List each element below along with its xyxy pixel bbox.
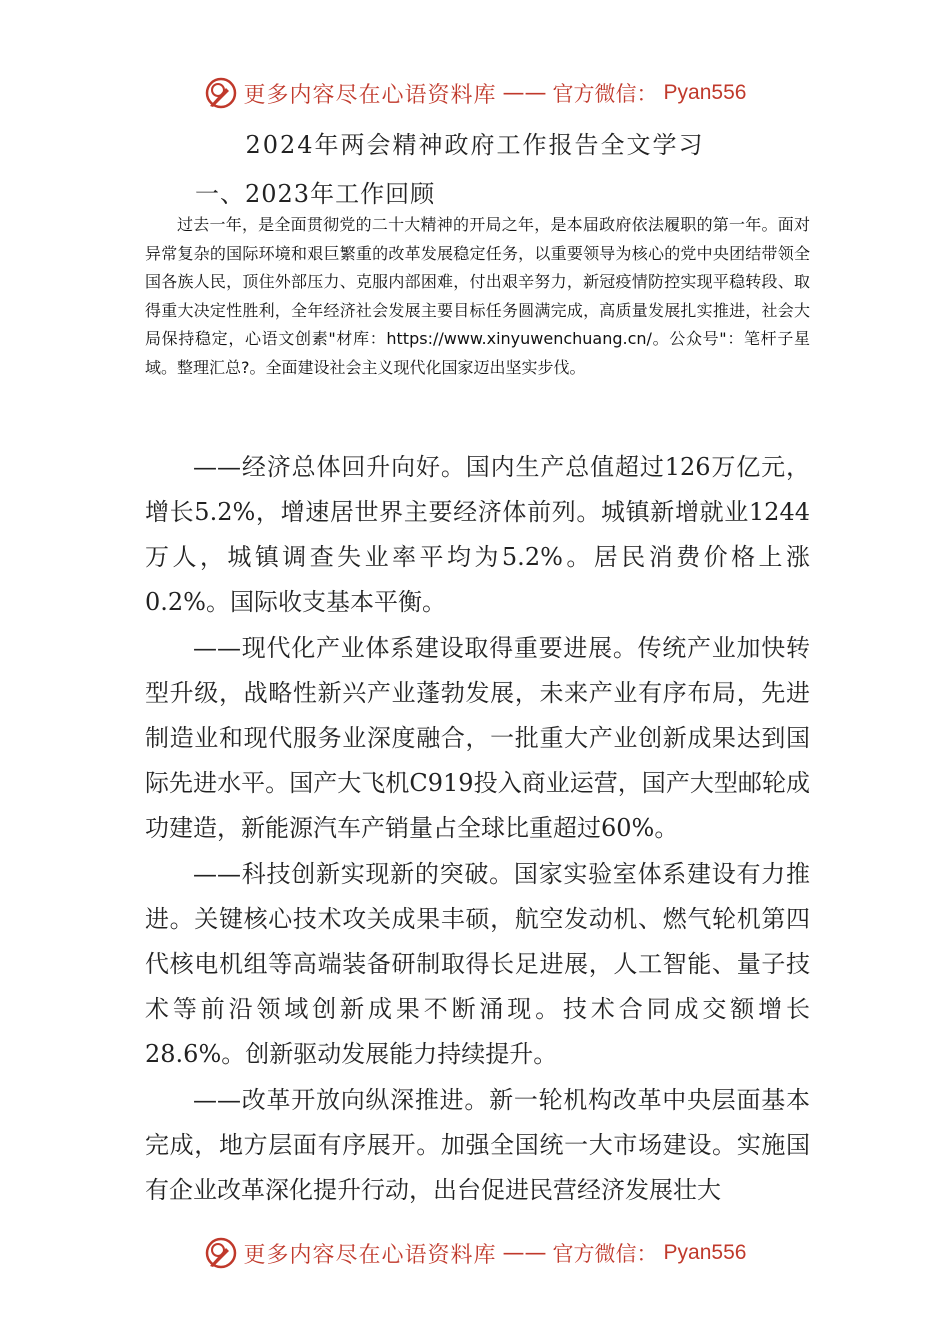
intro-paragraph [145, 211, 810, 383]
banner-separator: —— [502, 1240, 547, 1266]
section-heading: 一、2023年工作回顾 [195, 180, 436, 208]
banner-wechat-id: Pyan556 [663, 1241, 747, 1264]
document-title: 2024年两会精神政府工作报告全文学习 [245, 131, 705, 159]
body-text [145, 445, 810, 1214]
logo-icon [204, 1236, 238, 1270]
paragraph-industry: ——现代化产业体系建设取得重要进展。传统产业加快转型升级，战略性新兴产业蓬勃发展，未来产业有序布局，先进制造业和现代服务业深度融合，一批重大产业创新成果达到国际先进水平。国产大飞机C919投入商业运营，国产大型邮轮成功建造，新能源汽车产销量占全球比重超过60%。 [145, 634, 810, 842]
paragraph-reform: ——改革开放向纵深推进。新一轮机构改革中央层面基本完成，地方层面有序展开。加强全国统一大市场建设。实施国有企业改革深化提升行动，出台促进民营经济发展壮大 [145, 1086, 810, 1204]
paragraph-technology: ——科技创新实现新的突破。国家实验室体系建设有力推进。关键核心技术攻关成果丰硕，航空发动机、燃气轮机第四代核电机组等高端装备研制取得长足进展，人工智能、量子技术等前沿领域创新成果不断涌现。技术合同成交额增长28.6%。创新驱动发展能力持续提升。 [145, 860, 810, 1068]
banner-wechat-label: 官方微信： [552, 1242, 658, 1266]
banner-separator: —— [502, 80, 547, 106]
footer-banner [0, 1233, 950, 1273]
logo-icon [204, 76, 238, 110]
banner-title: 更多内容尽在心语资料库 [243, 82, 497, 108]
paragraph-economy: ——经济总体回升向好。国内生产总值超过126万亿元，增长5.2%，增速居世界主要经济体前列。城镇新增就业1244万人，城镇调查失业率平均为5.2%。居民消费价格上涨0.2%。国际收支基本平衡。 [145, 453, 810, 616]
banner-title: 更多内容尽在心语资料库 [243, 1242, 497, 1268]
intro-text: 过去一年，是全面贯彻党的二十大精神的开局之年，是本届政府依法履职的第一年。面对异常复杂的国际环境和艰巨繁重的改革发展稳定任务，以重要领导为核心的党中央团结带领全国各族人民，顶住外部压力、克服内部困难，付出艰辛努力，新冠疫情防控实现平稳转段、取得重大决定性胜利，全年经济社会发展主要目标任务圆满完成，高质量发展扎实推进，社会大局保持稳定，心语文创素"材库：https://www.xinyuwenchuang.cn/。公众号"：笔杆子星域。整理汇总?。全面建设社会主义现代化国家迈出坚实步伐。 [145, 215, 810, 377]
banner-wechat-id: Pyan556 [663, 81, 747, 104]
banner-wechat-label: 官方微信： [552, 82, 658, 106]
header-banner [0, 73, 950, 113]
